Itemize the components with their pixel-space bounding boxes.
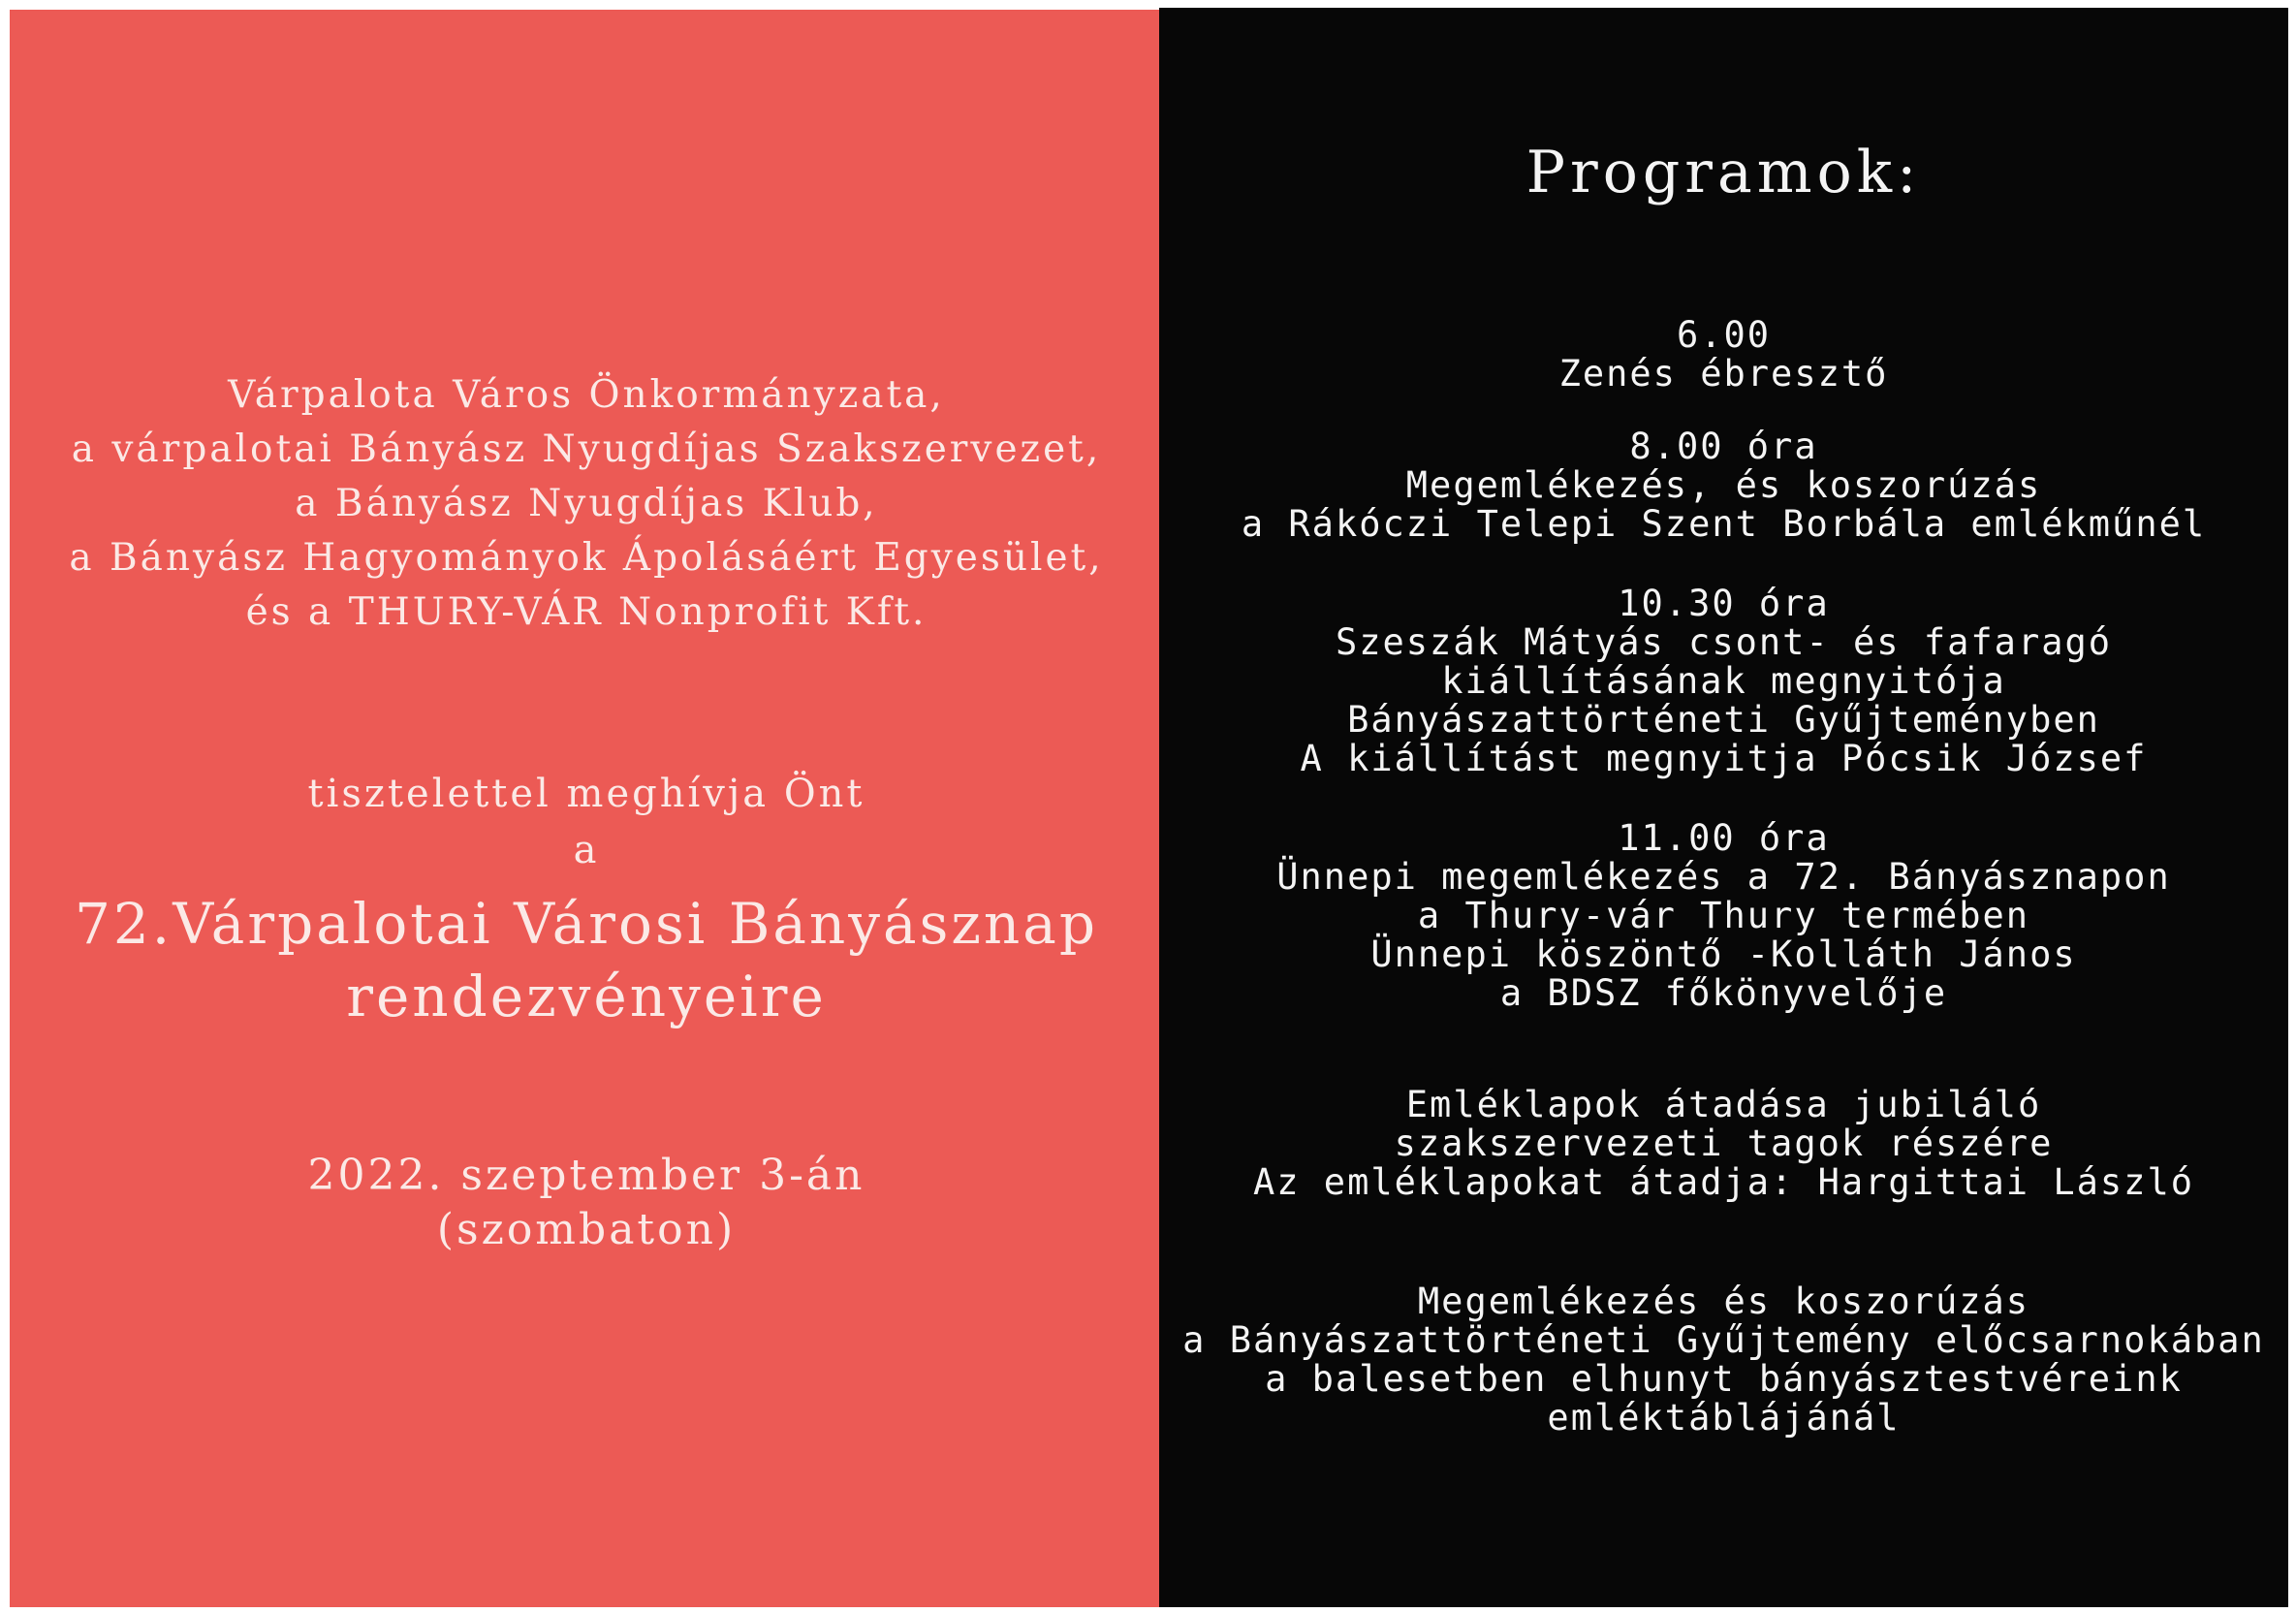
program-panel xyxy=(1159,8,2288,1607)
program-line: kiállításának megnyitója xyxy=(1441,660,2006,702)
program-line: Emléklapok átadása jubiláló xyxy=(1405,1084,2042,1125)
invite-line: a xyxy=(573,828,600,872)
program-line: Az emléklapokat átadja: Hargittai László xyxy=(1252,1161,2195,1203)
date-line: 2022. szeptember 3-án xyxy=(307,1151,865,1200)
program-line: Ünnepi köszöntő -Kolláth János xyxy=(1370,933,2077,975)
program-item xyxy=(1159,1086,2288,1202)
organizers-block xyxy=(10,368,1163,640)
organizer-line: a várpalotai Bányász Nyugdíjas Szakszervezet, xyxy=(71,427,1102,471)
organizer-line: Várpalota Város Önkormányzata, xyxy=(228,373,945,417)
program-item xyxy=(1159,585,2288,778)
program-line: a BDSZ főkönyvelője xyxy=(1499,972,1948,1014)
invitation-text xyxy=(10,766,1163,878)
organizer-line: a Bányász Hagyományok Ápolásáért Egyesület, xyxy=(69,536,1104,580)
organizer-line: a Bányász Nyugdíjas Klub, xyxy=(295,482,878,525)
program-item xyxy=(1159,1282,2288,1438)
event-date xyxy=(10,1149,1163,1257)
program-line: Megemlékezés, és koszorúzás xyxy=(1405,464,2042,506)
program-item xyxy=(1159,316,2288,394)
program-line: a Bányászattörténeti Gyűjtemény előcsarnokában xyxy=(1182,1319,2265,1361)
event-title-line: 72.Várpalotai Városi Bányásznap xyxy=(75,891,1098,957)
program-line: a Thury-vár Thury termében xyxy=(1417,895,2030,936)
program-line: szakszervezeti tagok részére xyxy=(1394,1123,2054,1164)
program-line: Szeszák Mátyás csont- és fafaragó xyxy=(1335,621,2113,663)
program-line: 6.00 xyxy=(1676,314,1772,356)
program-line: Ünnepi megemlékezés a 72. Bányásznapon xyxy=(1276,856,2171,898)
program-line: a Rákóczi Telepi Szent Borbála emlékműnél xyxy=(1241,503,2207,545)
invitation-cover-panel xyxy=(10,10,1163,1607)
date-line: (szombaton) xyxy=(436,1205,737,1254)
program-item xyxy=(1159,819,2288,1013)
program-line: 11.00 óra xyxy=(1618,817,1830,859)
program-line: 8.00 óra xyxy=(1629,426,1818,467)
program-line: A kiállítást megnyitja Pócsik József xyxy=(1300,738,2148,779)
program-line: Zenés ébresztő xyxy=(1558,353,1889,395)
organizer-line: és a THURY-VÁR Nonprofit Kft. xyxy=(245,590,928,634)
program-line: Bányászattörténeti Gyűjteményben xyxy=(1347,699,2100,741)
program-line: 10.30 óra xyxy=(1618,583,1830,624)
invite-line: tisztelettel meghívja Önt xyxy=(307,772,865,816)
program-item xyxy=(1159,427,2288,544)
program-line: a balesetben elhunyt bányásztestvéreink xyxy=(1265,1358,2183,1400)
event-title-line: rendezvényeire xyxy=(346,964,827,1029)
program-line: emléktáblájánál xyxy=(1547,1397,1901,1439)
event-title xyxy=(10,888,1163,1033)
program-title: Programok: xyxy=(1525,139,1922,206)
program-line: Megemlékezés és koszorúzás xyxy=(1417,1281,2030,1322)
